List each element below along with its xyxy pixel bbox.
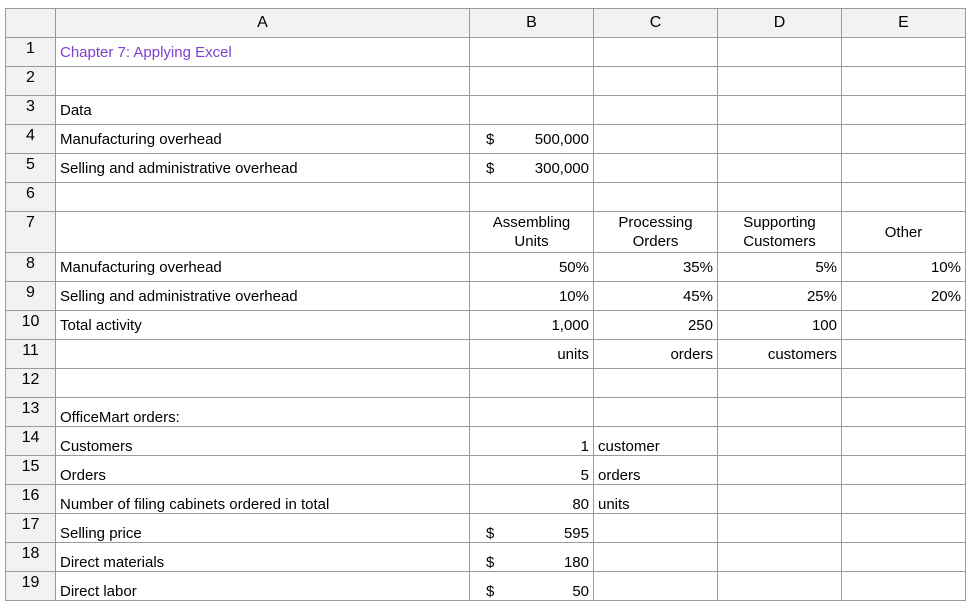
cell-c18[interactable] [594, 543, 718, 572]
cell-c17[interactable] [594, 514, 718, 543]
cell-c12[interactable] [594, 369, 718, 398]
cell-c11[interactable]: orders [594, 340, 718, 369]
cell-e17[interactable] [842, 514, 966, 543]
cell-a12[interactable] [56, 369, 470, 398]
cell-b12[interactable] [470, 369, 594, 398]
column-header-c[interactable]: C [594, 9, 718, 38]
cell-e1[interactable] [842, 38, 966, 67]
cell-e2[interactable] [842, 67, 966, 96]
row-header-11[interactable]: 11 [6, 340, 56, 369]
cell-e3[interactable] [842, 96, 966, 125]
cell-c4[interactable] [594, 125, 718, 154]
cell-e10[interactable] [842, 311, 966, 340]
cell-e12[interactable] [842, 369, 966, 398]
cell-d10[interactable]: 100 [718, 311, 842, 340]
cell-b15[interactable]: 5 [470, 456, 594, 485]
cell-b18[interactable] [470, 543, 594, 572]
cell-c6[interactable] [594, 183, 718, 212]
cell-d15[interactable] [718, 456, 842, 485]
cell-c3[interactable] [594, 96, 718, 125]
cell-a16[interactable]: Number of filing cabinets ordered in total [56, 485, 470, 514]
cell-a9[interactable]: Selling and administrative overhead [56, 282, 470, 311]
cell-a14[interactable]: Customers [56, 427, 470, 456]
currency-symbol: $ [486, 159, 495, 177]
currency-symbol: $ [486, 130, 495, 148]
cell-b7[interactable] [470, 212, 594, 253]
cell-d6[interactable] [718, 183, 842, 212]
column-header-d[interactable]: D [718, 9, 842, 38]
cell-d19[interactable] [718, 572, 842, 601]
row-header-1[interactable]: 1 [6, 38, 56, 67]
cell-e5[interactable] [842, 154, 966, 183]
cell-e6[interactable] [842, 183, 966, 212]
row-header-6[interactable]: 6 [6, 183, 56, 212]
cell-b5[interactable] [470, 154, 594, 183]
row-header-7[interactable]: 7 [6, 212, 56, 253]
cell-a11[interactable] [56, 340, 470, 369]
cell-c10[interactable]: 250 [594, 311, 718, 340]
cell-b1[interactable] [470, 38, 594, 67]
cell-e15[interactable] [842, 456, 966, 485]
cell-c9[interactable]: 45% [594, 282, 718, 311]
row-header-13[interactable]: 13 [6, 398, 56, 427]
cell-c8[interactable]: 35% [594, 253, 718, 282]
cell-line: Units [514, 233, 549, 250]
cell-a2[interactable] [56, 67, 470, 96]
spreadsheet-grid [5, 8, 966, 601]
cell-b17[interactable] [470, 514, 594, 543]
row-header-15[interactable]: 15 [6, 456, 56, 485]
cell-c16[interactable]: units [594, 485, 718, 514]
cell-e16[interactable] [842, 485, 966, 514]
cell-b8[interactable]: 50% [470, 253, 594, 282]
currency-symbol: $ [486, 554, 495, 571]
cell-e13[interactable] [842, 398, 966, 427]
cell-c15[interactable]: orders [594, 456, 718, 485]
cell-b2[interactable] [470, 67, 594, 96]
row-header-3[interactable]: 3 [6, 96, 56, 125]
cell-d14[interactable] [718, 427, 842, 456]
cell-value: 50 [572, 583, 589, 600]
cell-a1[interactable]: Chapter 7: Applying Excel [56, 38, 470, 67]
cell-value: 595 [563, 525, 589, 542]
cell-d8[interactable]: 5% [718, 253, 842, 282]
row-header-4[interactable]: 4 [6, 125, 56, 154]
cell-e7[interactable]: Other [842, 212, 966, 253]
cell-c13[interactable] [594, 398, 718, 427]
select-all-corner[interactable] [6, 9, 56, 38]
row-header-9[interactable]: 9 [6, 282, 56, 311]
cell-b3[interactable] [470, 96, 594, 125]
row-header-5[interactable]: 5 [6, 154, 56, 183]
cell-c5[interactable] [594, 154, 718, 183]
cell-a6[interactable] [56, 183, 470, 212]
cell-d3[interactable] [718, 96, 842, 125]
row-header-10[interactable]: 10 [6, 311, 56, 340]
cell-a8[interactable]: Manufacturing overhead [56, 253, 470, 282]
cell-d1[interactable] [718, 38, 842, 67]
cell-value: 180 [563, 554, 589, 571]
cell-e4[interactable] [842, 125, 966, 154]
cell-c19[interactable] [594, 572, 718, 601]
cell-c7[interactable] [594, 212, 718, 253]
cell-a7[interactable] [56, 212, 470, 253]
cell-line: Orders [632, 233, 679, 250]
cell-c2[interactable] [594, 67, 718, 96]
cell-b16[interactable]: 80 [470, 485, 594, 514]
cell-value: 500,000 [534, 130, 589, 148]
cell-value: 300,000 [534, 159, 589, 177]
cell-c14[interactable]: customer [594, 427, 718, 456]
cell-a4[interactable]: Manufacturing overhead [56, 125, 470, 154]
cell-a15[interactable]: Orders [56, 456, 470, 485]
cell-a18[interactable]: Direct materials [56, 543, 470, 572]
column-header-e[interactable]: E [842, 9, 966, 38]
cell-d13[interactable] [718, 398, 842, 427]
cell-e19[interactable] [842, 572, 966, 601]
row-header-12[interactable]: 12 [6, 369, 56, 398]
cell-d2[interactable] [718, 67, 842, 96]
cell-b19[interactable] [470, 572, 594, 601]
row-header-8[interactable]: 8 [6, 253, 56, 282]
cell-e8[interactable]: 10% [842, 253, 966, 282]
cell-d4[interactable] [718, 125, 842, 154]
cell-a13[interactable]: OfficeMart orders: [56, 398, 470, 427]
row-header-19[interactable]: 19 [6, 572, 56, 601]
cell-d9[interactable]: 25% [718, 282, 842, 311]
cell-e14[interactable] [842, 427, 966, 456]
cell-e11[interactable] [842, 340, 966, 369]
cell-a5[interactable]: Selling and administrative overhead [56, 154, 470, 183]
cell-d7[interactable] [718, 212, 842, 253]
currency-symbol: $ [486, 525, 495, 542]
cell-d12[interactable] [718, 369, 842, 398]
column-header-a[interactable]: A [56, 9, 470, 38]
cell-b13[interactable] [470, 398, 594, 427]
cell-b10[interactable]: 1,000 [470, 311, 594, 340]
cell-a17[interactable]: Selling price [56, 514, 470, 543]
row-header-2[interactable]: 2 [6, 67, 56, 96]
cell-d18[interactable] [718, 543, 842, 572]
cell-b14[interactable]: 1 [470, 427, 594, 456]
cell-b11[interactable]: units [470, 340, 594, 369]
cell-a3[interactable]: Data [56, 96, 470, 125]
cell-a10[interactable]: Total activity [56, 311, 470, 340]
cell-line: Assembling [492, 214, 571, 231]
cell-line: Customers [743, 233, 816, 250]
cell-e9[interactable]: 20% [842, 282, 966, 311]
currency-symbol: $ [486, 583, 495, 600]
cell-line: Supporting [743, 214, 816, 231]
row-header-18[interactable]: 18 [6, 543, 56, 572]
cell-a19[interactable]: Direct labor [56, 572, 470, 601]
row-header-14[interactable]: 14 [6, 427, 56, 456]
cell-d17[interactable] [718, 514, 842, 543]
cell-e18[interactable] [842, 543, 966, 572]
cell-c1[interactable] [594, 38, 718, 67]
column-header-b[interactable]: B [470, 9, 594, 38]
cell-b9[interactable]: 10% [470, 282, 594, 311]
cell-d11[interactable]: customers [718, 340, 842, 369]
row-header-16[interactable]: 16 [6, 485, 56, 514]
cell-b6[interactable] [470, 183, 594, 212]
row-header-17[interactable]: 17 [6, 514, 56, 543]
cell-b4[interactable] [470, 125, 594, 154]
cell-line: Processing [618, 214, 693, 231]
cell-d5[interactable] [718, 154, 842, 183]
cell-d16[interactable] [718, 485, 842, 514]
